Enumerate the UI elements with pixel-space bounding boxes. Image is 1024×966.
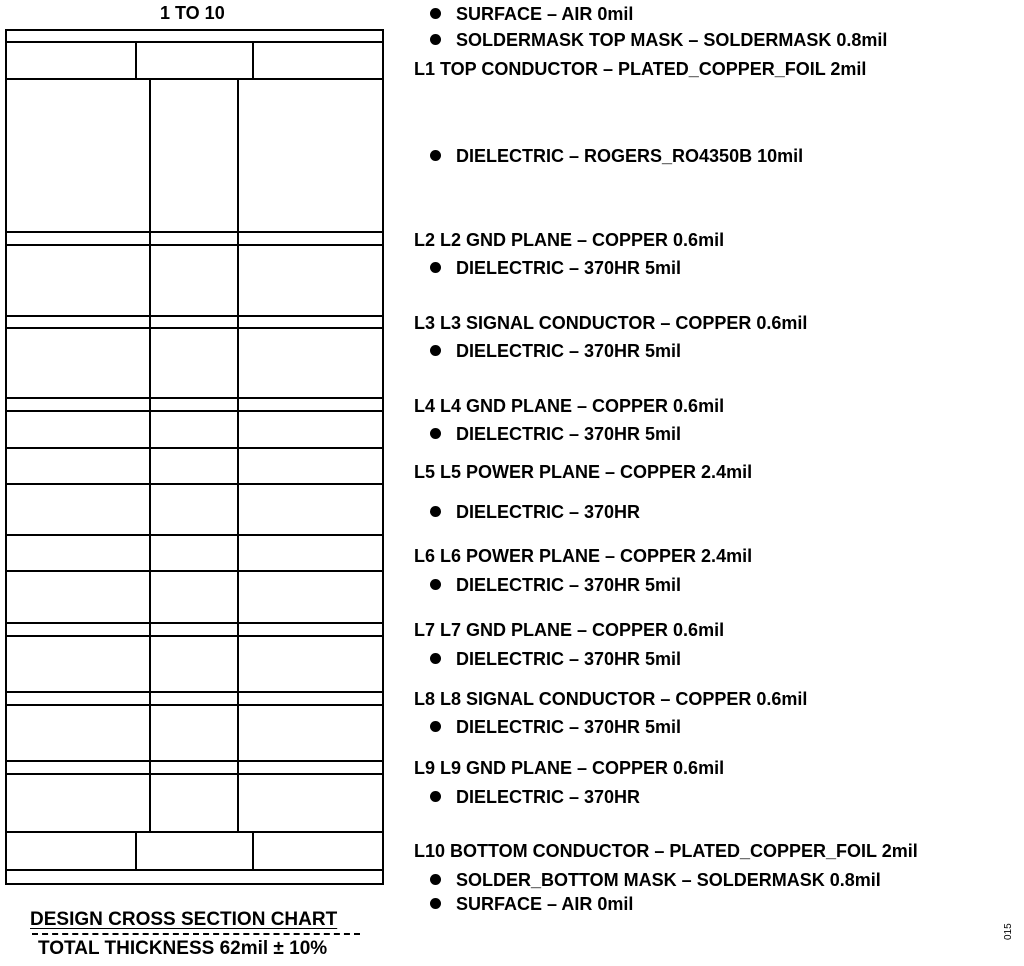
- bullet-icon: [430, 428, 441, 439]
- bullet-icon: [430, 898, 441, 909]
- figure-id: 015: [1003, 923, 1014, 940]
- layer-label: DIELECTRIC – 370HR 5mil: [430, 424, 681, 444]
- layer-label: DIELECTRIC – 370HR 5mil: [430, 258, 681, 278]
- layer-label: L1 TOP CONDUCTOR – PLATED_COPPER_FOIL 2mil: [414, 59, 867, 79]
- board-outline: [6, 30, 383, 884]
- bullet-icon: [430, 874, 441, 885]
- layer-label: DIELECTRIC – 370HR 5mil: [430, 575, 681, 595]
- stackup-header: 1 TO 10: [160, 3, 225, 23]
- layer-label: SOLDERMASK TOP MASK – SOLDERMASK 0.8mil: [430, 30, 887, 50]
- layer-label: DIELECTRIC – 370HR 5mil: [430, 341, 681, 361]
- layer-label: DIELECTRIC – 370HR 5mil: [430, 717, 681, 737]
- chart-title: DESIGN CROSS SECTION CHART: [30, 909, 338, 930]
- stackup-drawing: [0, 0, 400, 900]
- layer-label: L2 L2 GND PLANE – COPPER 0.6mil: [414, 230, 725, 250]
- layer-label: L5 L5 POWER PLANE – COPPER 2.4mil: [414, 462, 753, 482]
- layer-label: DIELECTRIC – 370HR 5mil: [430, 649, 681, 669]
- bullet-icon: [430, 653, 441, 664]
- layer-label: L9 L9 GND PLANE – COPPER 0.6mil: [414, 758, 725, 778]
- layer-label: DIELECTRIC – 370HR: [430, 787, 640, 807]
- title-divider: [32, 933, 360, 935]
- bullet-icon: [430, 579, 441, 590]
- bullet-icon: [430, 791, 441, 802]
- bullet-icon: [430, 8, 441, 19]
- layer-label: L7 L7 GND PLANE – COPPER 0.6mil: [414, 620, 725, 640]
- layer-label: L3 L3 SIGNAL CONDUCTOR – COPPER 0.6mil: [414, 313, 808, 333]
- layer-label: DIELECTRIC – ROGERS_RO4350B 10mil: [430, 146, 803, 166]
- bullet-icon: [430, 262, 441, 273]
- bullet-icon: [430, 721, 441, 732]
- bullet-icon: [430, 345, 441, 356]
- total-thickness: TOTAL THICKNESS 62mil ± 10%: [38, 938, 328, 959]
- bullet-icon: [430, 34, 441, 45]
- layer-label: L8 L8 SIGNAL CONDUCTOR – COPPER 0.6mil: [414, 689, 808, 709]
- bullet-icon: [430, 506, 441, 517]
- layer-label: L10 BOTTOM CONDUCTOR – PLATED_COPPER_FOIL 2mil: [414, 841, 918, 861]
- layer-label: L4 L4 GND PLANE – COPPER 0.6mil: [414, 396, 725, 416]
- layer-label: SOLDER_BOTTOM MASK – SOLDERMASK 0.8mil: [430, 870, 881, 890]
- bullet-icon: [430, 150, 441, 161]
- layer-label: L6 L6 POWER PLANE – COPPER 2.4mil: [414, 546, 753, 566]
- layer-label: DIELECTRIC – 370HR: [430, 502, 640, 522]
- layer-label: SURFACE – AIR 0mil: [430, 894, 633, 914]
- layer-label: SURFACE – AIR 0mil: [430, 4, 633, 24]
